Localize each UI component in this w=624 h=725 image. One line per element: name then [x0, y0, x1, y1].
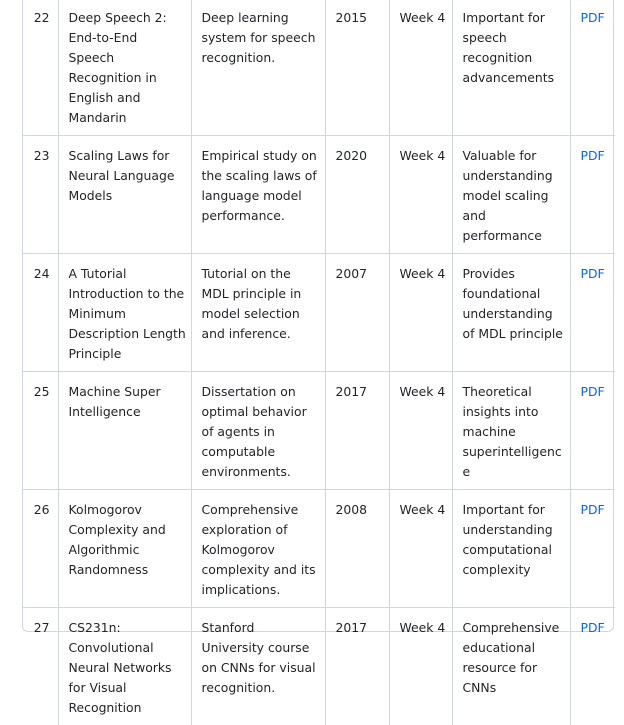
row-number-cell: 26 [23, 490, 58, 608]
row-number-cell: 25 [23, 372, 58, 490]
paper-year-cell: 2015 [325, 0, 389, 136]
paper-link-cell [570, 608, 615, 725]
table-row [23, 254, 615, 372]
paper-description-cell: Dissertation on optimal behavior of agents in computable environments. [191, 372, 325, 490]
table-row [23, 490, 615, 608]
papers-table [23, 0, 615, 725]
paper-title-cell: Kolmogorov Complexity and Algorithmic Randomness [58, 490, 191, 608]
paper-link-cell [570, 136, 615, 254]
paper-relevance-cell: Provides foundational understanding of MDL principle [452, 254, 570, 372]
paper-description-cell: Deep learning system for speech recognition. [191, 0, 325, 136]
paper-week-cell: Week 4 [389, 254, 452, 372]
paper-link-cell [570, 490, 615, 608]
paper-relevance-cell: Valuable for understanding model scaling and performance [452, 136, 570, 254]
pdf-link[interactable]: PDF [581, 502, 605, 517]
table-row [23, 0, 615, 136]
paper-relevance-cell: Important for speech recognition advancements [452, 0, 570, 136]
paper-link-cell [570, 254, 615, 372]
paper-description-cell: Comprehensive exploration of Kolmogorov complexity and its implications. [191, 490, 325, 608]
paper-week-cell: Week 4 [389, 490, 452, 608]
pdf-link[interactable]: PDF [581, 148, 605, 163]
paper-link-cell [570, 372, 615, 490]
row-number-cell: 27 [23, 608, 58, 725]
pdf-link[interactable]: PDF [581, 10, 605, 25]
row-number-cell: 23 [23, 136, 58, 254]
papers-table-container [22, 0, 614, 632]
paper-year-cell: 2020 [325, 136, 389, 254]
table-row [23, 372, 615, 490]
paper-link-cell [570, 0, 615, 136]
pdf-link[interactable]: PDF [581, 620, 605, 635]
paper-year-cell: 2017 [325, 372, 389, 490]
table-row [23, 608, 615, 725]
paper-description-cell: Stanford University course on CNNs for visual recognition. [191, 608, 325, 725]
paper-week-cell: Week 4 [389, 608, 452, 725]
paper-relevance-cell: Comprehensive educational resource for CNNs [452, 608, 570, 725]
paper-year-cell: 2007 [325, 254, 389, 372]
paper-description-cell: Tutorial on the MDL principle in model selection and inference. [191, 254, 325, 372]
table-row [23, 136, 615, 254]
paper-title-cell: Scaling Laws for Neural Language Models [58, 136, 191, 254]
paper-description-cell: Empirical study on the scaling laws of language model performance. [191, 136, 325, 254]
paper-title-cell: CS231n: Convolutional Neural Networks for Visual Recognition [58, 608, 191, 725]
paper-year-cell: 2017 [325, 608, 389, 725]
pdf-link[interactable]: PDF [581, 266, 605, 281]
paper-title-cell: Deep Speech 2: End-to-End Speech Recognition in English and Mandarin [58, 0, 191, 136]
paper-week-cell: Week 4 [389, 372, 452, 490]
row-number-cell: 22 [23, 0, 58, 136]
paper-relevance-cell: Theoretical insights into machine superintelligence [452, 372, 570, 490]
row-number-cell: 24 [23, 254, 58, 372]
paper-week-cell: Week 4 [389, 136, 452, 254]
paper-title-cell: A Tutorial Introduction to the Minimum Description Length Principle [58, 254, 191, 372]
pdf-link[interactable]: PDF [581, 384, 605, 399]
paper-year-cell: 2008 [325, 490, 389, 608]
paper-relevance-cell: Important for understanding computational complexity [452, 490, 570, 608]
paper-title-cell: Machine Super Intelligence [58, 372, 191, 490]
paper-week-cell: Week 4 [389, 0, 452, 136]
